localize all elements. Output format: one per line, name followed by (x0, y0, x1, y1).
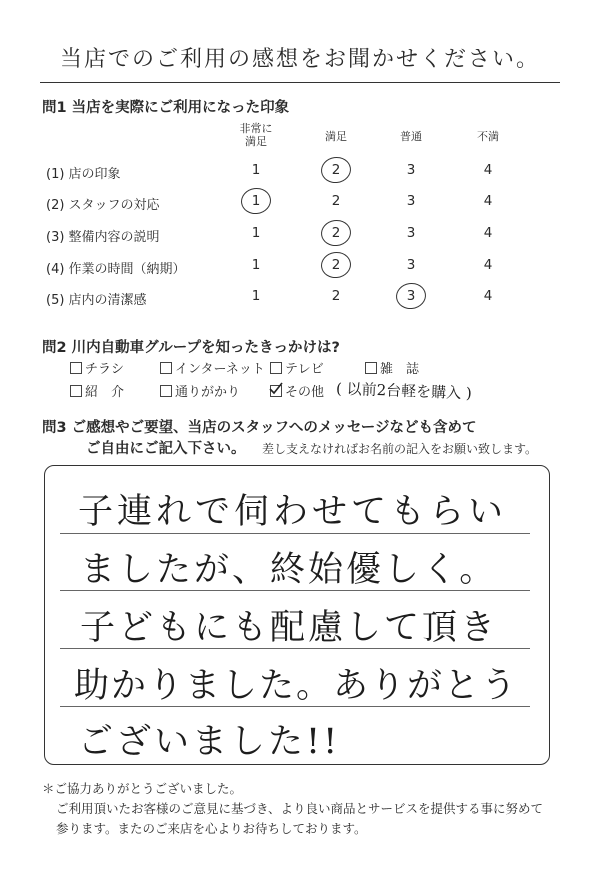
q1-rating-option[interactable]: 1 (251, 162, 261, 178)
checkbox[interactable] (70, 362, 82, 374)
checkbox[interactable] (160, 385, 172, 397)
q1-col-very-satisfied-l2: 満足 (245, 135, 267, 148)
q1-row-label: (4) 作業の時間（納期） (46, 262, 186, 277)
q2-option-label: 紹 介 (85, 385, 125, 400)
q1-row-label: (1) 店の印象 (46, 167, 121, 182)
q1-rating-option[interactable]: 3 (406, 162, 416, 178)
q1-rating-option[interactable]: 1 (251, 288, 261, 304)
q1-rating-option[interactable]: 3 (406, 225, 416, 241)
q3-heading-line2: ご自由にご記入下さい。 (86, 441, 246, 457)
q1-rating-option[interactable]: 4 (483, 257, 493, 273)
q1-heading: 問1 当店を実際にご利用になった印象 (42, 100, 290, 116)
checkbox-checked[interactable] (270, 385, 282, 397)
q3-note: 差し支えなければお名前の記入をお願い致します。 (262, 442, 538, 456)
checkbox[interactable] (70, 385, 82, 397)
q2-option-label: チラシ (85, 362, 125, 377)
q2-option-magazine[interactable] (365, 358, 419, 377)
q2-option-label: インターネット (175, 362, 265, 377)
footer-thanks: ＊ご協力ありがとうございました。 (42, 781, 243, 796)
q1-rating-option[interactable]: 2 (331, 162, 341, 178)
q2-option-internet[interactable] (160, 358, 265, 377)
q2-option-label: その他 (285, 385, 325, 400)
comment-line-5: ございました!! (78, 722, 341, 762)
comment-line-3: 子どもにも配慮して頂き (80, 608, 499, 648)
q1-col-satisfied: 満足 (325, 130, 347, 143)
q1-rating-option[interactable]: 3 (406, 288, 416, 304)
checkbox[interactable] (365, 362, 377, 374)
q2-option-label: 雑 誌 (380, 362, 420, 377)
selected-circle-mark (319, 250, 352, 280)
q1-rating-option[interactable]: 1 (251, 257, 261, 273)
q1-rating-option[interactable]: 1 (251, 225, 261, 241)
q1-col-normal: 普通 (400, 130, 422, 143)
selected-circle-mark (319, 218, 352, 248)
q1-col-very-satisfied (226, 122, 286, 148)
q1-row-label: (5) 店内の清潔感 (46, 293, 147, 308)
checkbox[interactable] (160, 362, 172, 374)
q2-other-handwritten: ( 以前2台軽を購入 ) (335, 379, 473, 403)
q1-rating-option[interactable]: 4 (483, 193, 493, 209)
q1-col-unsatisfied: 不満 (477, 130, 499, 143)
q2-option-tv[interactable] (270, 358, 324, 377)
q1-row-label: (2) スタッフの対応 (46, 198, 160, 213)
q1-rating-option[interactable]: 4 (483, 288, 493, 304)
q1-rating-option[interactable]: 4 (483, 225, 493, 241)
q1-rating-option[interactable]: 2 (331, 193, 341, 209)
selected-circle-mark (319, 155, 352, 185)
q3-heading-line1: 問3 ご感想やご要望、当店のスタッフへのメッセージなども含めて (42, 420, 477, 436)
survey-title: 当店でのご利用の感想をお聞かせください。 (59, 47, 540, 72)
comment-line-2: ましたが、終始優しく。 (80, 550, 498, 590)
checkmark-icon (269, 382, 283, 396)
q2-option-label: テレビ (285, 362, 324, 377)
checkbox[interactable] (270, 362, 282, 374)
q2-heading: 問2 川内自動車グループを知ったきっかけは? (42, 340, 340, 356)
selected-circle-mark (394, 281, 427, 311)
selected-circle-mark (239, 186, 272, 216)
q2-option-passing-by[interactable] (160, 381, 240, 400)
comment-line-4: 助かりました。ありがとう (74, 666, 519, 706)
q1-rating-option[interactable]: 2 (331, 225, 341, 241)
footer-line-3: 参ります。またのご来店を心よりお待ちしております。 (56, 821, 367, 836)
q1-rating-option[interactable]: 2 (331, 288, 341, 304)
q2-option-referral[interactable] (70, 381, 124, 400)
q1-rating-option[interactable]: 2 (331, 257, 341, 273)
q1-rating-option[interactable]: 3 (406, 193, 416, 209)
q1-rating-option[interactable]: 4 (483, 162, 493, 178)
q2-option-flyer[interactable] (70, 358, 124, 377)
comment-line-1: 子連れで伺わせてもらい (78, 492, 508, 532)
q1-row-label: (3) 整備内容の説明 (46, 230, 160, 245)
q2-option-other[interactable] (270, 381, 324, 400)
footer-line-2: ご利用頂いたお客様のご意見に基づき、より良い商品とサービスを提供する事に努めて (56, 801, 544, 816)
q1-rating-option[interactable]: 3 (406, 257, 416, 273)
q1-rating-option[interactable]: 1 (251, 193, 261, 209)
q1-col-very-satisfied-l1: 非常に (239, 122, 273, 135)
q2-option-label: 通りがかり (175, 385, 241, 400)
title-underline (40, 82, 560, 83)
